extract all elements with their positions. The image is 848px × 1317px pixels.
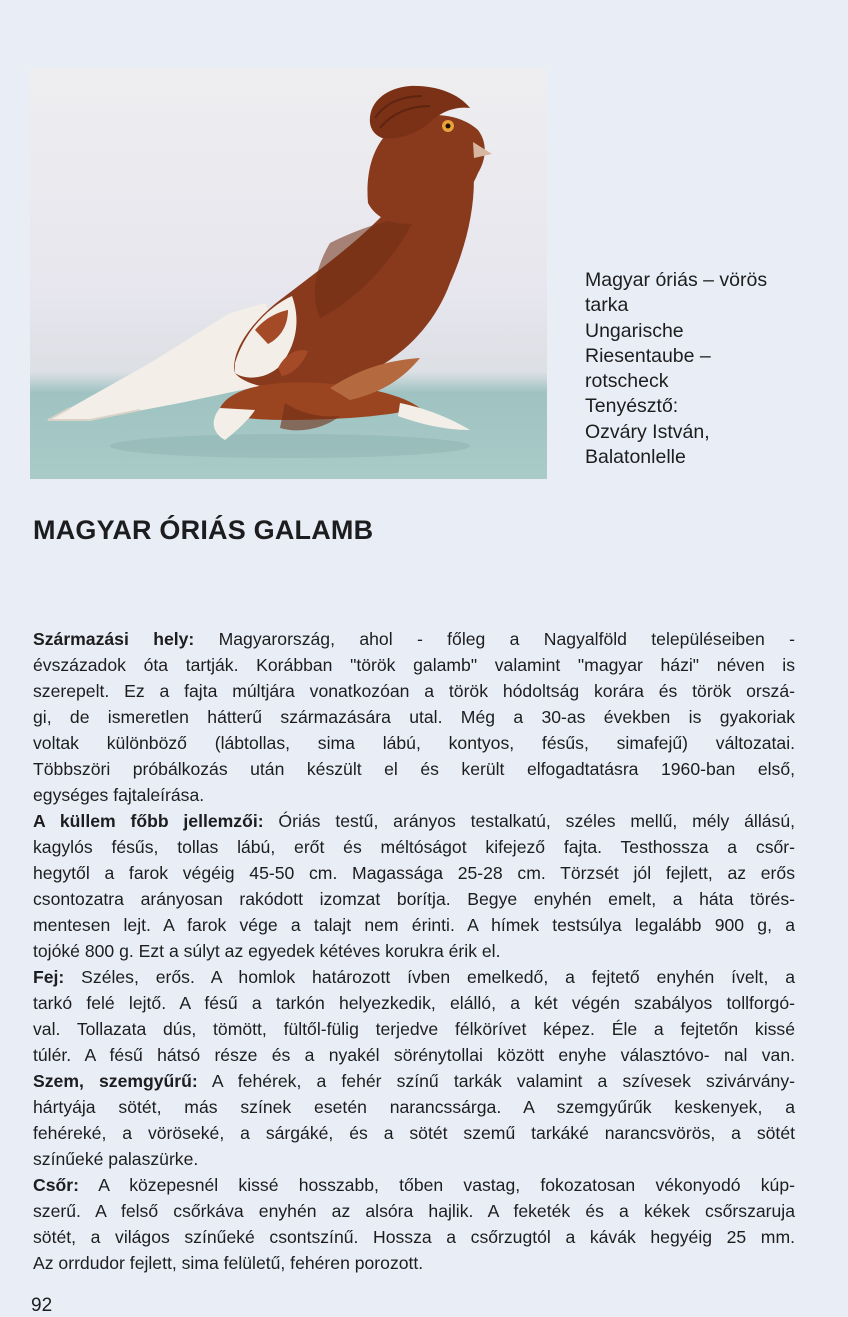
section-label: Szem, szemgyűrű: bbox=[33, 1071, 198, 1091]
caption-line: Balatonlelle bbox=[585, 446, 686, 469]
text-line: tarkó felé lejtő. A fésű a tarkón helyezkedik, elálló, a két végén szabályos tollforgó- bbox=[33, 993, 795, 1013]
text-line: évszázadok óta tartják. Korábban "török galamb" valamint "magyar házi" néven is bbox=[33, 655, 795, 675]
pigeon-illustration bbox=[30, 68, 547, 479]
section-label: Csőr: bbox=[33, 1175, 79, 1195]
text-line: Többszöri próbálkozás után készült el és került elfogadtatásra 1960-ban első, bbox=[33, 759, 795, 779]
text-line: tojóké 800 g. Ezt a súlyt az egyedek kétéves korukra érik el. bbox=[33, 941, 501, 961]
caption-line: Tenyésztő: bbox=[585, 395, 679, 418]
section-label: Fej: bbox=[33, 967, 65, 987]
text-line: Származási hely: Magyarország, ahol - főleg a Nagyalföld településeiben - bbox=[33, 629, 795, 649]
photo-caption bbox=[585, 268, 805, 470]
text-line: gi, de ismeretlen hátterű származására utal. Még a 30-as években is gyakoriak bbox=[33, 707, 795, 727]
text-line: Fej: Széles, erős. A homlok határozott ívben emelkedő, a fejtető enyhén ívelt, a bbox=[33, 967, 795, 987]
text-line: voltak különböző (lábtollas, sima lábú, kontyos, fésűs, simafejű) változatai. bbox=[33, 733, 795, 753]
section-label: A küllem főbb jellemzői: bbox=[33, 811, 264, 831]
text-line: val. Tollazata dús, tömött, fültől-fülig terjedve félkörívet képez. Éle a fejtetőn kissé bbox=[33, 1019, 795, 1039]
text-line: A küllem főbb jellemzői: Óriás testű, arányos testalkatú, széles mellű, mély állású, bbox=[33, 811, 795, 831]
text-line: Az orrdudor fejlett, sima felületű, fehéren porozott. bbox=[33, 1253, 424, 1273]
text-line: Szem, szemgyűrű: A fehérek, a fehér színű tarkák valamint a szívesek szivárvány- bbox=[33, 1071, 795, 1091]
text-line: túlér. A fésű hátsó része és a nyakél sörénytollai között enyhe választóvo- nal van. bbox=[33, 1045, 795, 1065]
page-title: MAGYAR ÓRIÁS GALAMB bbox=[33, 515, 374, 545]
text-line: szerű. A felső csőrkáva enyhén az alsóra hajlik. A feketék és a kékek csőrszaruja bbox=[33, 1201, 795, 1221]
text-line: Csőr: A közepesnél kissé hosszabb, tőben vastag, fokozatosan vékonyodó kúp- bbox=[33, 1175, 795, 1195]
caption-line: tarka bbox=[585, 294, 629, 317]
caption-line: Ungarische bbox=[585, 319, 684, 342]
text-line: kagylós fésűs, tollas lábú, erőt és méltóságot kifejező fajta. Testhossza a csőr- bbox=[33, 837, 795, 857]
text-line: színűeké palaszürke. bbox=[33, 1149, 199, 1169]
text-line: szerepelt. Ez a fajta múltjára vonatkozóan a török hódoltság korára és török orszá- bbox=[33, 681, 795, 701]
text-line: egységes fajtaleírása. bbox=[33, 785, 205, 805]
caption-line: Riesentaube – bbox=[585, 344, 711, 367]
section-label: Származási hely: bbox=[33, 629, 195, 649]
page-number: 92 bbox=[31, 1295, 53, 1316]
text-line: mentesen lejt. A farok vége a talajt nem érinti. A hímek testsúlya legalább 900 g, a bbox=[33, 915, 795, 935]
text-line: hegytől a farok végéig 45-50 cm. Magassága 25-28 cm. Törzsét jól fejlett, az erős bbox=[33, 863, 795, 883]
caption-line: Ozváry István, bbox=[585, 420, 710, 443]
text-line: sötét, a világos színűeké csontszínű. Hossza a csőrzugtól a kávák hegyéig 25 mm. bbox=[33, 1227, 795, 1247]
text-line: hártyája sötét, más színek esetén narancssárga. A szemgyűrűk keskenyek, a bbox=[33, 1097, 795, 1117]
pigeon-photo bbox=[30, 68, 547, 479]
text-line: csontozatra arányosan rakódott izomzat borítja. Begye enyhén emelt, a háta törés- bbox=[33, 889, 795, 909]
article-body bbox=[33, 626, 795, 1276]
text-line: fehéreké, a vöröseké, a sárgáké, és a sötét szemű tarkáké narancsvörös, a sötét bbox=[33, 1123, 795, 1143]
caption-line: Magyar óriás – vörös bbox=[585, 269, 768, 291]
caption-line: rotscheck bbox=[585, 370, 669, 393]
